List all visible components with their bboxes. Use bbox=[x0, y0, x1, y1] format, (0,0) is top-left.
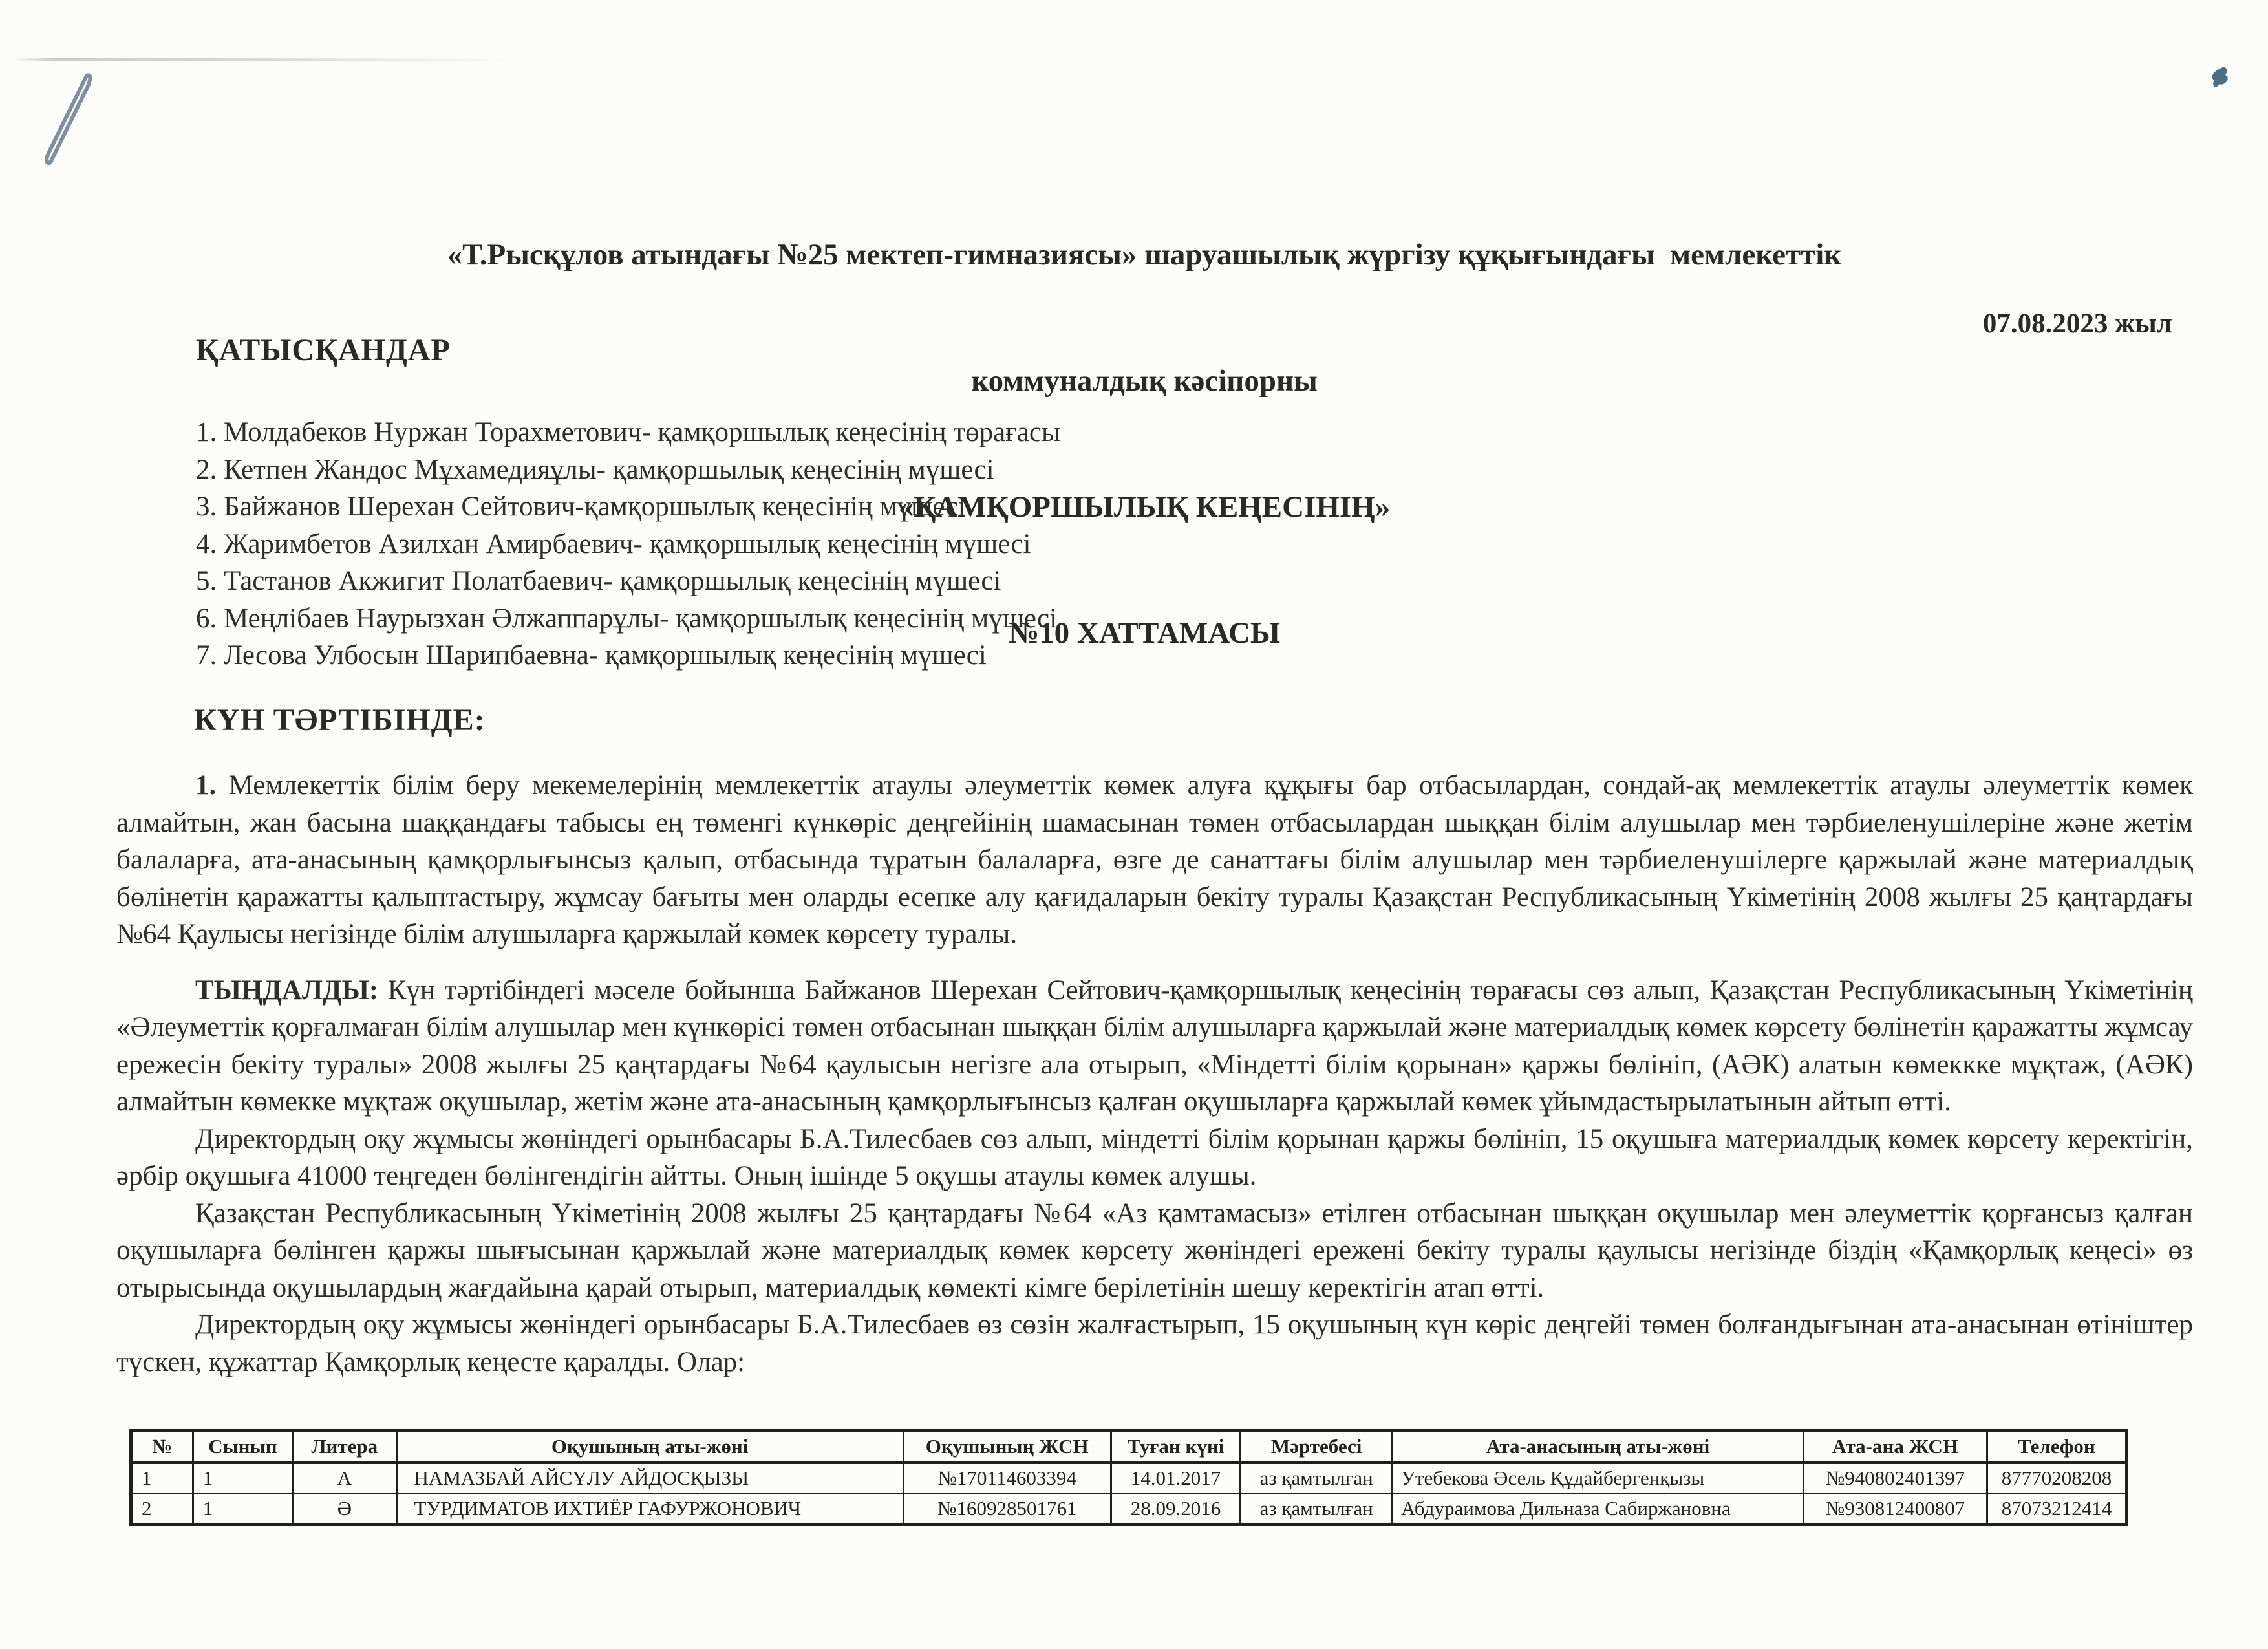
participant-item: 7. Лесова Улбосын Шарипбаевна- қамқоршылық кеңесінің мүшесі bbox=[196, 640, 987, 671]
table-cell: №160928501761 bbox=[903, 1494, 1111, 1525]
agenda-item-paragraph bbox=[116, 767, 2193, 953]
table-cell: 1 bbox=[131, 1463, 193, 1494]
table-cell: 87770208208 bbox=[1987, 1463, 2126, 1494]
title-line-3: «ҚАМҚОРШЫЛЫҚ КЕҢЕСІНІҢ» bbox=[898, 490, 1391, 524]
column-header: Ата-ана ЖСН bbox=[1803, 1431, 1987, 1463]
pen-stroke-icon bbox=[37, 67, 109, 177]
participant-item: 2. Кетпен Жандос Мұхамедияұлы- қамқоршылық кеңесінің мүшесі bbox=[196, 454, 994, 485]
table-cell: №940802401397 bbox=[1803, 1463, 1987, 1494]
column-header: Ата-анасының аты-жөні bbox=[1392, 1431, 1803, 1463]
students-table bbox=[129, 1429, 2128, 1526]
agenda-item-text: Мемлекеттік білім беру мекемелерінің мемлекеттік атаулы әлеуметтік көмек алуға құқығы бар отбасылардан, сондай-ақ мемлекеттік атаулы әлеуметтік көмек алмайтын, жан басына шаққандағы табысы ең төменгі күнкөріс деңгейінің шамасынан төмен отбасылардан шыққан білім алушылар мен тәрбиеленушілеріне және жетім балаларға, ата-анасының қамқорлығынсыз қалып, отбасында тұратын балаларға, өзге де санаттағы білім алушылар мен тәрбиеленушілерге қаржылай және материалдық бөлінетін қаражатты қалыптастыру, жұмсау бағыты мен оларды есепке алу қағидаларын бекіту туралы Қазақстан Республикасының Үкіметінің 2008 жылғы 25 қаңтардағы №64 Қаулысы негізінде білім алушыларға қаржылай көмек көрсету туралы. bbox=[116, 770, 2194, 949]
agenda-item-number: 1. bbox=[195, 770, 217, 801]
table-row bbox=[131, 1463, 2127, 1494]
table-cell: ТУРДИМАТОВ ИХТИЁР ГАФУРЖОНОВИЧ bbox=[396, 1494, 903, 1525]
table-cell: Ә bbox=[293, 1494, 397, 1525]
table-cell: 1 bbox=[193, 1494, 292, 1525]
column-header: Литера bbox=[293, 1431, 397, 1463]
participants-list bbox=[196, 414, 1060, 674]
column-header: № bbox=[131, 1431, 193, 1463]
title-line-4: №10 ХАТТАМАСЫ bbox=[1008, 616, 1281, 650]
table-cell: 1 bbox=[193, 1463, 292, 1494]
table-cell: 14.01.2017 bbox=[1111, 1463, 1241, 1494]
participant-item: 4. Жаримбетов Азилхан Амирбаевич- қамқоршылық кеңесінің мүшесі bbox=[196, 528, 1031, 559]
column-header: Туған күні bbox=[1111, 1431, 1241, 1463]
body-paragraph-4: Директордың оқу жұмысы жөніндегі орынбасары Б.А.Тилесбаев өз сөзін жалғастырып, 15 оқушының күн көріс деңгейі төмен болғандығынан ата-анасынан өтініштер түскен, құжаттар Қамқорлық кеңесте қаралды. Олар: bbox=[116, 1310, 2193, 1377]
document-body bbox=[116, 767, 2193, 1381]
table-row bbox=[131, 1494, 2127, 1525]
heard-lead: ТЫҢДАЛДЫ: bbox=[195, 975, 379, 1006]
body-paragraph-3: Қазақстан Республикасының Үкіметінің 2008 жылғы 25 қаңтардағы №64 «Аз қамтамасыз» етілген отбасынан шыққан оқушылар мен әлеуметтік қорғансыз қалған оқушыларға бөлінген қаржы шығысынан қаржылай және материалдық көмек көрсету жөніндегі ережені бекіту туралы қаулысы негізінде біздің «Қамқорлық кеңесі» өз отырысында оқушылардың жағдайына қарай отырып, материалдық көмекті кімге берілетінін шешу керектігін атап өтті. bbox=[116, 1198, 2193, 1303]
column-header: Оқушының аты-жөні bbox=[396, 1431, 903, 1463]
participants-heading: ҚАТЫСҚАНДАР bbox=[196, 333, 451, 367]
column-header: Мәртебесі bbox=[1241, 1431, 1393, 1463]
table-cell: 87073212414 bbox=[1987, 1494, 2126, 1525]
participant-item: 1. Молдабеков Нуржан Торахметович- қамқоршылық кеңесінің төрағасы bbox=[196, 417, 1060, 447]
table-cell: Абдураимова Дильназа Сабиржановна bbox=[1392, 1494, 1803, 1525]
table-cell: А bbox=[293, 1463, 397, 1494]
heard-paragraph bbox=[116, 972, 2193, 1121]
agenda-heading: КҮН ТӘРТІБІНДЕ: bbox=[194, 703, 486, 737]
title-line-1: «Т.Рысқұлов атындағы №25 мектеп-гимназиясы» шаруашылық жүргізу құқығындағы мемлекеттік bbox=[447, 238, 1842, 272]
table-body bbox=[131, 1463, 2127, 1525]
participant-item: 5. Тастанов Акжигит Полатбаевич- қамқоршылық кеңесінің мүшесі bbox=[196, 566, 1001, 596]
column-header: Оқушының ЖСН bbox=[903, 1431, 1111, 1463]
table-cell: №170114603394 bbox=[903, 1463, 1111, 1494]
table-cell: НАМАЗБАЙ АЙСҰЛУ АЙДОСҚЫЗЫ bbox=[396, 1463, 903, 1494]
table-cell: №930812400807 bbox=[1803, 1494, 1987, 1525]
scan-artifact-streak bbox=[13, 58, 511, 62]
table-cell: аз қамтылған bbox=[1241, 1463, 1393, 1494]
table-header-row bbox=[131, 1431, 2127, 1463]
table-cell: 28.09.2016 bbox=[1111, 1494, 1241, 1525]
table-cell: аз қамтылған bbox=[1241, 1494, 1393, 1525]
title-line-2: коммуналдық кәсіпорны bbox=[971, 364, 1318, 398]
document-date: 07.08.2023 жыл bbox=[1982, 308, 2172, 339]
column-header: Телефон bbox=[1987, 1431, 2126, 1463]
participant-item: 6. Меңлібаев Наурызхан Әлжаппарұлы- қамқоршылық кеңесінің мүшесі bbox=[196, 603, 1058, 634]
table-cell: Утебекова Әсель Құдайбергенқызы bbox=[1392, 1463, 1803, 1494]
column-header: Сынып bbox=[193, 1431, 292, 1463]
table-cell: 2 bbox=[131, 1494, 193, 1525]
heard-text: Күн тәртібіндегі мәселе бойынша Байжанов Шерехан Сейтович-қамқоршылық кеңесінің төрағасы сөз алып, Қазақстан Республикасының Үкіметінің «Әлеуметтік қорғалмаған білім алушылар мен күнкөрісі төмен отбасынан шыққан білім алушыларға қаржылай және материалдық көмек көрсету бөлінетін қаражатты жұмсау ережесін бекіту туралы» 2008 жылғы 25 қаңтардағы №64 қаулысын негізге ала отырып, «Міндетті білім қорынан» қаржы бөлініп, (АӘК) алатын көмеккке мұқтаж, (АӘК) алмайтын көмекке мұқтаж оқушылар, жетім және ата-анасының қамқорлығынсыз қалған оқушыларға қаржылай көмек ұйымдастырылатынын айтып өтті. bbox=[116, 975, 2193, 1117]
participant-item: 3. Байжанов Шерехан Сейтович-қамқоршылық кеңесінің мүшесі bbox=[196, 491, 966, 522]
body-paragraph-2: Директордың оқу жұмысы жөніндегі орынбасары Б.А.Тилесбаев сөз алып, міндетті білім қорынан қаржы бөлініп, 15 оқушыға материалдық көмек көрсету керектігін, әрбір оқушыға 41000 теңгеден бөлінгендігін айтты. Оның ішінде 5 оқушы атаулы көмек алушы. bbox=[116, 1123, 2193, 1191]
ink-blot-icon bbox=[2206, 65, 2234, 97]
